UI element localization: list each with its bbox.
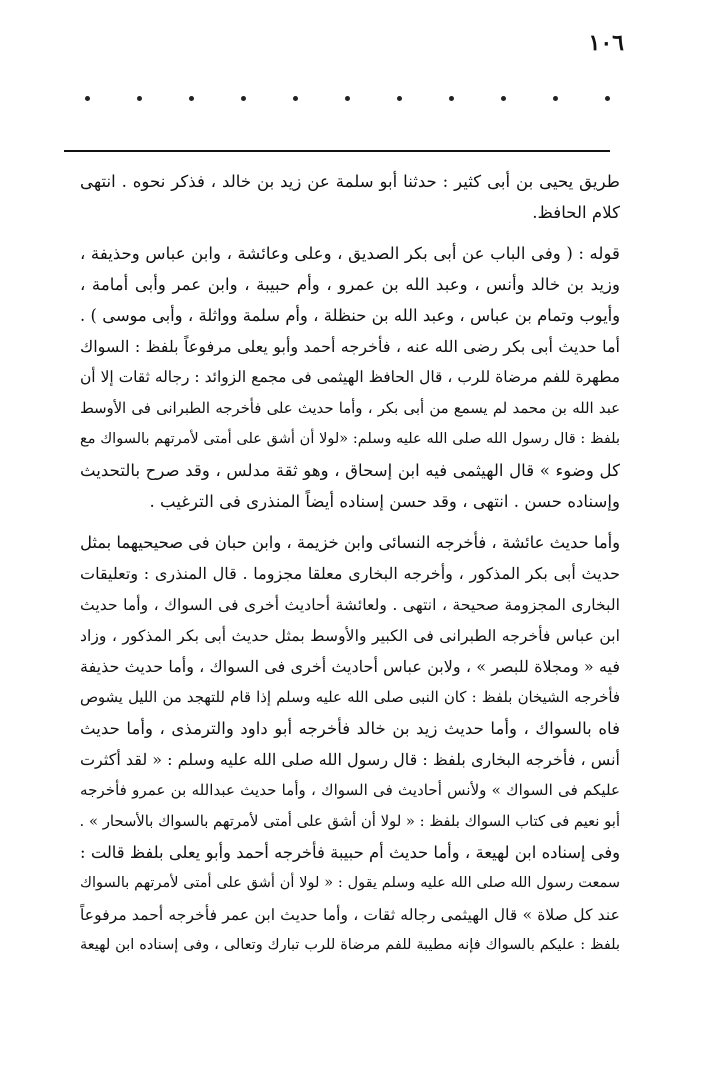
- dotted-separator: [85, 92, 630, 106]
- text-line: وفى إسناده ابن لهيعة ، وأما حديث أم حبيبة فأخرجه أحمد وأبو يعلى بلفظ قالت :: [80, 843, 620, 862]
- page-number: ١٠٦: [588, 30, 624, 56]
- paragraph-1: [80, 166, 620, 228]
- text-line: وزيد بن خالد وأنس ، وعبد الله بن عمرو ، وأم حبيبة ، وابن عمر وأبى أمامة ،: [80, 275, 620, 294]
- paragraph-gap: [80, 517, 620, 527]
- separator-dot: [449, 96, 454, 101]
- text-line: بلفظ : عليكم بالسواك فإنه مطيبة للفم مرضاة للرب تبارك وتعالى ، وفى إسناده ابن لهيعة: [80, 937, 620, 953]
- text-line: فيه « ومجلاة للبصر » ، ولابن عباس أحاديث أخرى فى السواك ، وأما حديث حذيفة: [80, 657, 620, 676]
- text-line: وإسناده حسن . انتهى ، وقد حسن إسناده أيضاً المنذرى فى الترغيب .: [149, 492, 620, 511]
- text-line: أما حديث أبى بكر رضى الله عنه ، فأخرجه أحمد وأبو يعلى مرفوعاً بلفظ : السواك: [80, 337, 620, 356]
- text-line: مطهرة للفم مرضاة للرب ، قال الحافظ الهيثمى فى مجمع الزوائد : رجاله ثقات إلا أن: [80, 368, 620, 386]
- text-line: فاه بالسواك ، وأما حديث زيد بن خالد فأخرجه أبو داود والترمذى ، وأما حديث: [80, 719, 620, 738]
- separator-dot: [85, 96, 90, 101]
- separator-dot: [241, 96, 246, 101]
- separator-dot: [501, 96, 506, 101]
- text-line: كل وضوء » قال الهيثمى فيه ابن إسحاق ، وهو ثقة مدلس ، وقد صرح بالتحديث: [80, 461, 620, 480]
- separator-dot: [189, 96, 194, 101]
- text-line: عبد الله بن محمد لم يسمع من أبى بكر ، وأما حديث على فأخرجه الطبرانى فى الأوسط: [80, 400, 620, 417]
- text-line: أنس ، فأخرجه البخارى بلفظ : قال رسول الله صلى الله عليه وسلم : « لقد أكثرت: [80, 750, 620, 769]
- text-line: وأما حديث عائشة ، فأخرجه النسائى وابن خزيمة ، وابن حبان فى صحيحيهما بمثل: [80, 533, 620, 552]
- text-line: عليكم فى السواك » ولأنس أحاديث فى السواك ، وأما حديث عبدالله بن عمرو فأخرجه: [80, 781, 620, 799]
- separator-dot: [605, 96, 610, 101]
- separator-dot: [397, 96, 402, 101]
- text-line: أبو نعيم فى كتاب السواك بلفظ : « لولا أن أشق على أمتى لأمرتهم بالسواك بالأسحار » .: [80, 813, 620, 830]
- text-line: فأخرجه الشيخان بلفظ : كان النبى صلى الله عليه وسلم إذا قام للتهجد من الليل يشوص: [80, 689, 620, 706]
- text-line: عند كل صلاة » قال الهيثمى رجاله ثقات ، وأما حديث ابن عمر فأخرجه أحمد مرفوعاً: [80, 905, 620, 924]
- text-line: قوله : ( وفى الباب عن أبى بكر الصديق ، وعلى وعائشة ، وابن عباس وحذيفة ،: [80, 244, 620, 263]
- text-line: ابن عباس فأخرجه الطبرانى فى الكبير والأوسط بمثل حديث أبى بكر المذكور ، وزاد: [80, 626, 620, 645]
- separator-dot: [553, 96, 558, 101]
- paragraph-2: [80, 238, 620, 517]
- paragraph-gap: [80, 228, 620, 238]
- separator-dot: [345, 96, 350, 101]
- text-line: وأيوب وتمام بن عباس ، وعبد الله بن حنظلة ، وأم سلمة وواثلة ، وأبى موسى ) .: [80, 306, 620, 325]
- text-line: طريق يحيى بن أبى كثير : حدثنا أبو سلمة عن زيد بن خالد ، فذكر نحوه . انتهى: [80, 172, 620, 191]
- horizontal-rule: [64, 150, 610, 152]
- body-text: [80, 166, 620, 961]
- text-line: كلام الحافظ.: [532, 203, 620, 222]
- separator-dot: [137, 96, 142, 101]
- text-line: حديث أبى بكر المذكور ، وأخرجه البخارى معلقا مجزوما . قال المنذرى : وتعليقات: [80, 564, 620, 583]
- paragraph-3: [80, 527, 620, 961]
- text-line: بلفظ : قال رسول الله صلى الله عليه وسلم: «لولا أن أشق على أمتى لأمرتهم بالسواك مع: [80, 431, 620, 447]
- text-line: سمعت رسول الله صلى الله عليه وسلم يقول : « لولا أن أشق على أمتى لأمرتهم بالسواك: [80, 875, 620, 891]
- separator-dot: [293, 96, 298, 101]
- text-line: البخارى المجزومة صحيحة ، انتهى . ولعائشة أحاديث أخرى فى السواك ، وأما حديث: [80, 595, 620, 614]
